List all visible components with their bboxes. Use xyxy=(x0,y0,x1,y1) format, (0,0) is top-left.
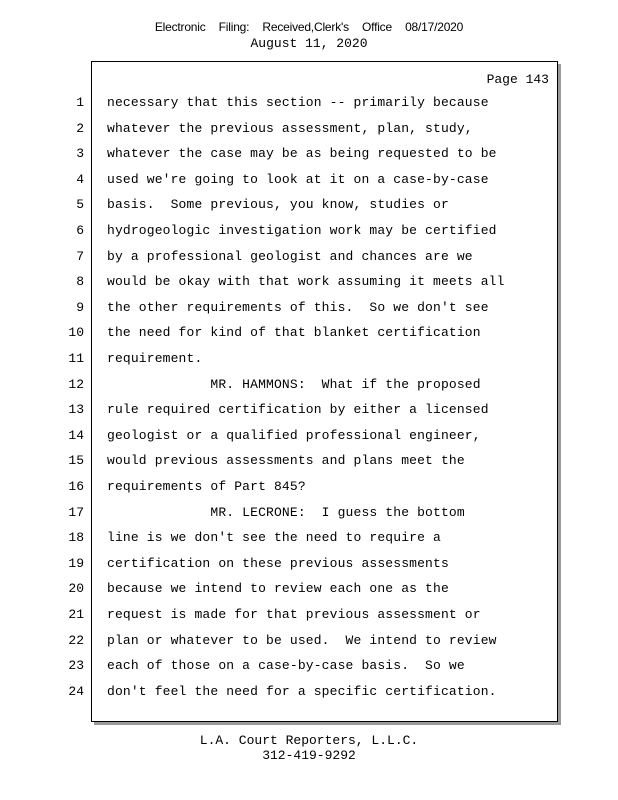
line-text: requirements of Part 845? xyxy=(107,479,306,494)
line-number: 4 xyxy=(76,171,84,187)
line-text: don't feel the need for a specific certification. xyxy=(107,683,497,699)
line-number: 17 xyxy=(68,504,84,520)
line-number: 22 xyxy=(68,632,84,648)
line-number: 15 xyxy=(68,453,84,469)
line-text: by a professional geologist and chances are we xyxy=(107,248,473,264)
line-text: geologist or a qualified professional engineer, xyxy=(107,427,481,443)
line-text: MR. LECRONE: I guess the bottom xyxy=(107,504,465,520)
line-number: 19 xyxy=(68,555,84,571)
line-number: 24 xyxy=(68,683,84,699)
line-number: 12 xyxy=(68,376,84,392)
line-text: rule required certification by either a licensed xyxy=(107,402,489,418)
line-number: 2 xyxy=(76,120,84,136)
line-text: whatever the case may be as being requested to be xyxy=(107,146,497,162)
line-number: 10 xyxy=(68,325,84,341)
line-text: the other requirements of this. So we don't see xyxy=(107,299,489,315)
line-number: 3 xyxy=(76,146,84,162)
line-text: necessary that this section -- primarily because xyxy=(107,95,489,110)
line-text: whatever the previous assessment, plan, study, xyxy=(107,120,473,136)
line-number: 6 xyxy=(76,223,84,238)
reporter-phone: 312-419-9292 xyxy=(262,748,356,763)
line-text: plan or whatever to be used. We intend to review xyxy=(107,632,497,648)
line-text: each of those on a case-by-case basis. So we xyxy=(107,658,465,674)
line-text: basis. Some previous, you know, studies or xyxy=(107,197,449,213)
line-text: requirement. xyxy=(107,351,203,366)
line-text: would previous assessments and plans meet the xyxy=(107,453,465,469)
line-number: 23 xyxy=(68,658,84,674)
line-text: MR. HAMMONS: What if the proposed xyxy=(107,376,481,392)
line-number: 7 xyxy=(76,248,84,264)
line-number: 1 xyxy=(76,95,84,110)
line-number: 11 xyxy=(68,351,84,366)
page-number: Page 143 xyxy=(486,72,549,87)
line-number: 14 xyxy=(68,427,84,443)
reporter-company: L.A. Court Reporters, L.L.C. xyxy=(199,733,419,748)
line-number: 21 xyxy=(68,607,84,622)
line-number: 5 xyxy=(76,197,84,213)
line-text: line is we don't see the need to require a xyxy=(107,530,441,546)
line-number: 18 xyxy=(68,530,84,546)
line-text: would be okay with that work assuming it meets all xyxy=(107,274,505,290)
line-text: certification on these previous assessments xyxy=(107,555,449,571)
line-number: 9 xyxy=(76,299,84,315)
filing-stamp: Electronic Filing: Received,Clerk's Office 08/17/2020 xyxy=(154,20,464,34)
line-text: because we intend to review each one as the xyxy=(107,581,449,597)
line-text: used we're going to look at it on a case-by-case xyxy=(107,171,489,187)
line-text: the need for kind of that blanket certification xyxy=(107,325,481,341)
line-number: 16 xyxy=(68,479,84,494)
reporter-footer xyxy=(0,733,618,763)
line-number: 13 xyxy=(68,402,84,418)
line-text: hydrogeologic investigation work may be certified xyxy=(107,223,497,238)
line-text: request is made for that previous assessment or xyxy=(107,607,481,622)
line-number: 20 xyxy=(68,581,84,597)
line-number: 8 xyxy=(76,274,84,290)
transcript-date: August 11, 2020 xyxy=(250,36,368,51)
